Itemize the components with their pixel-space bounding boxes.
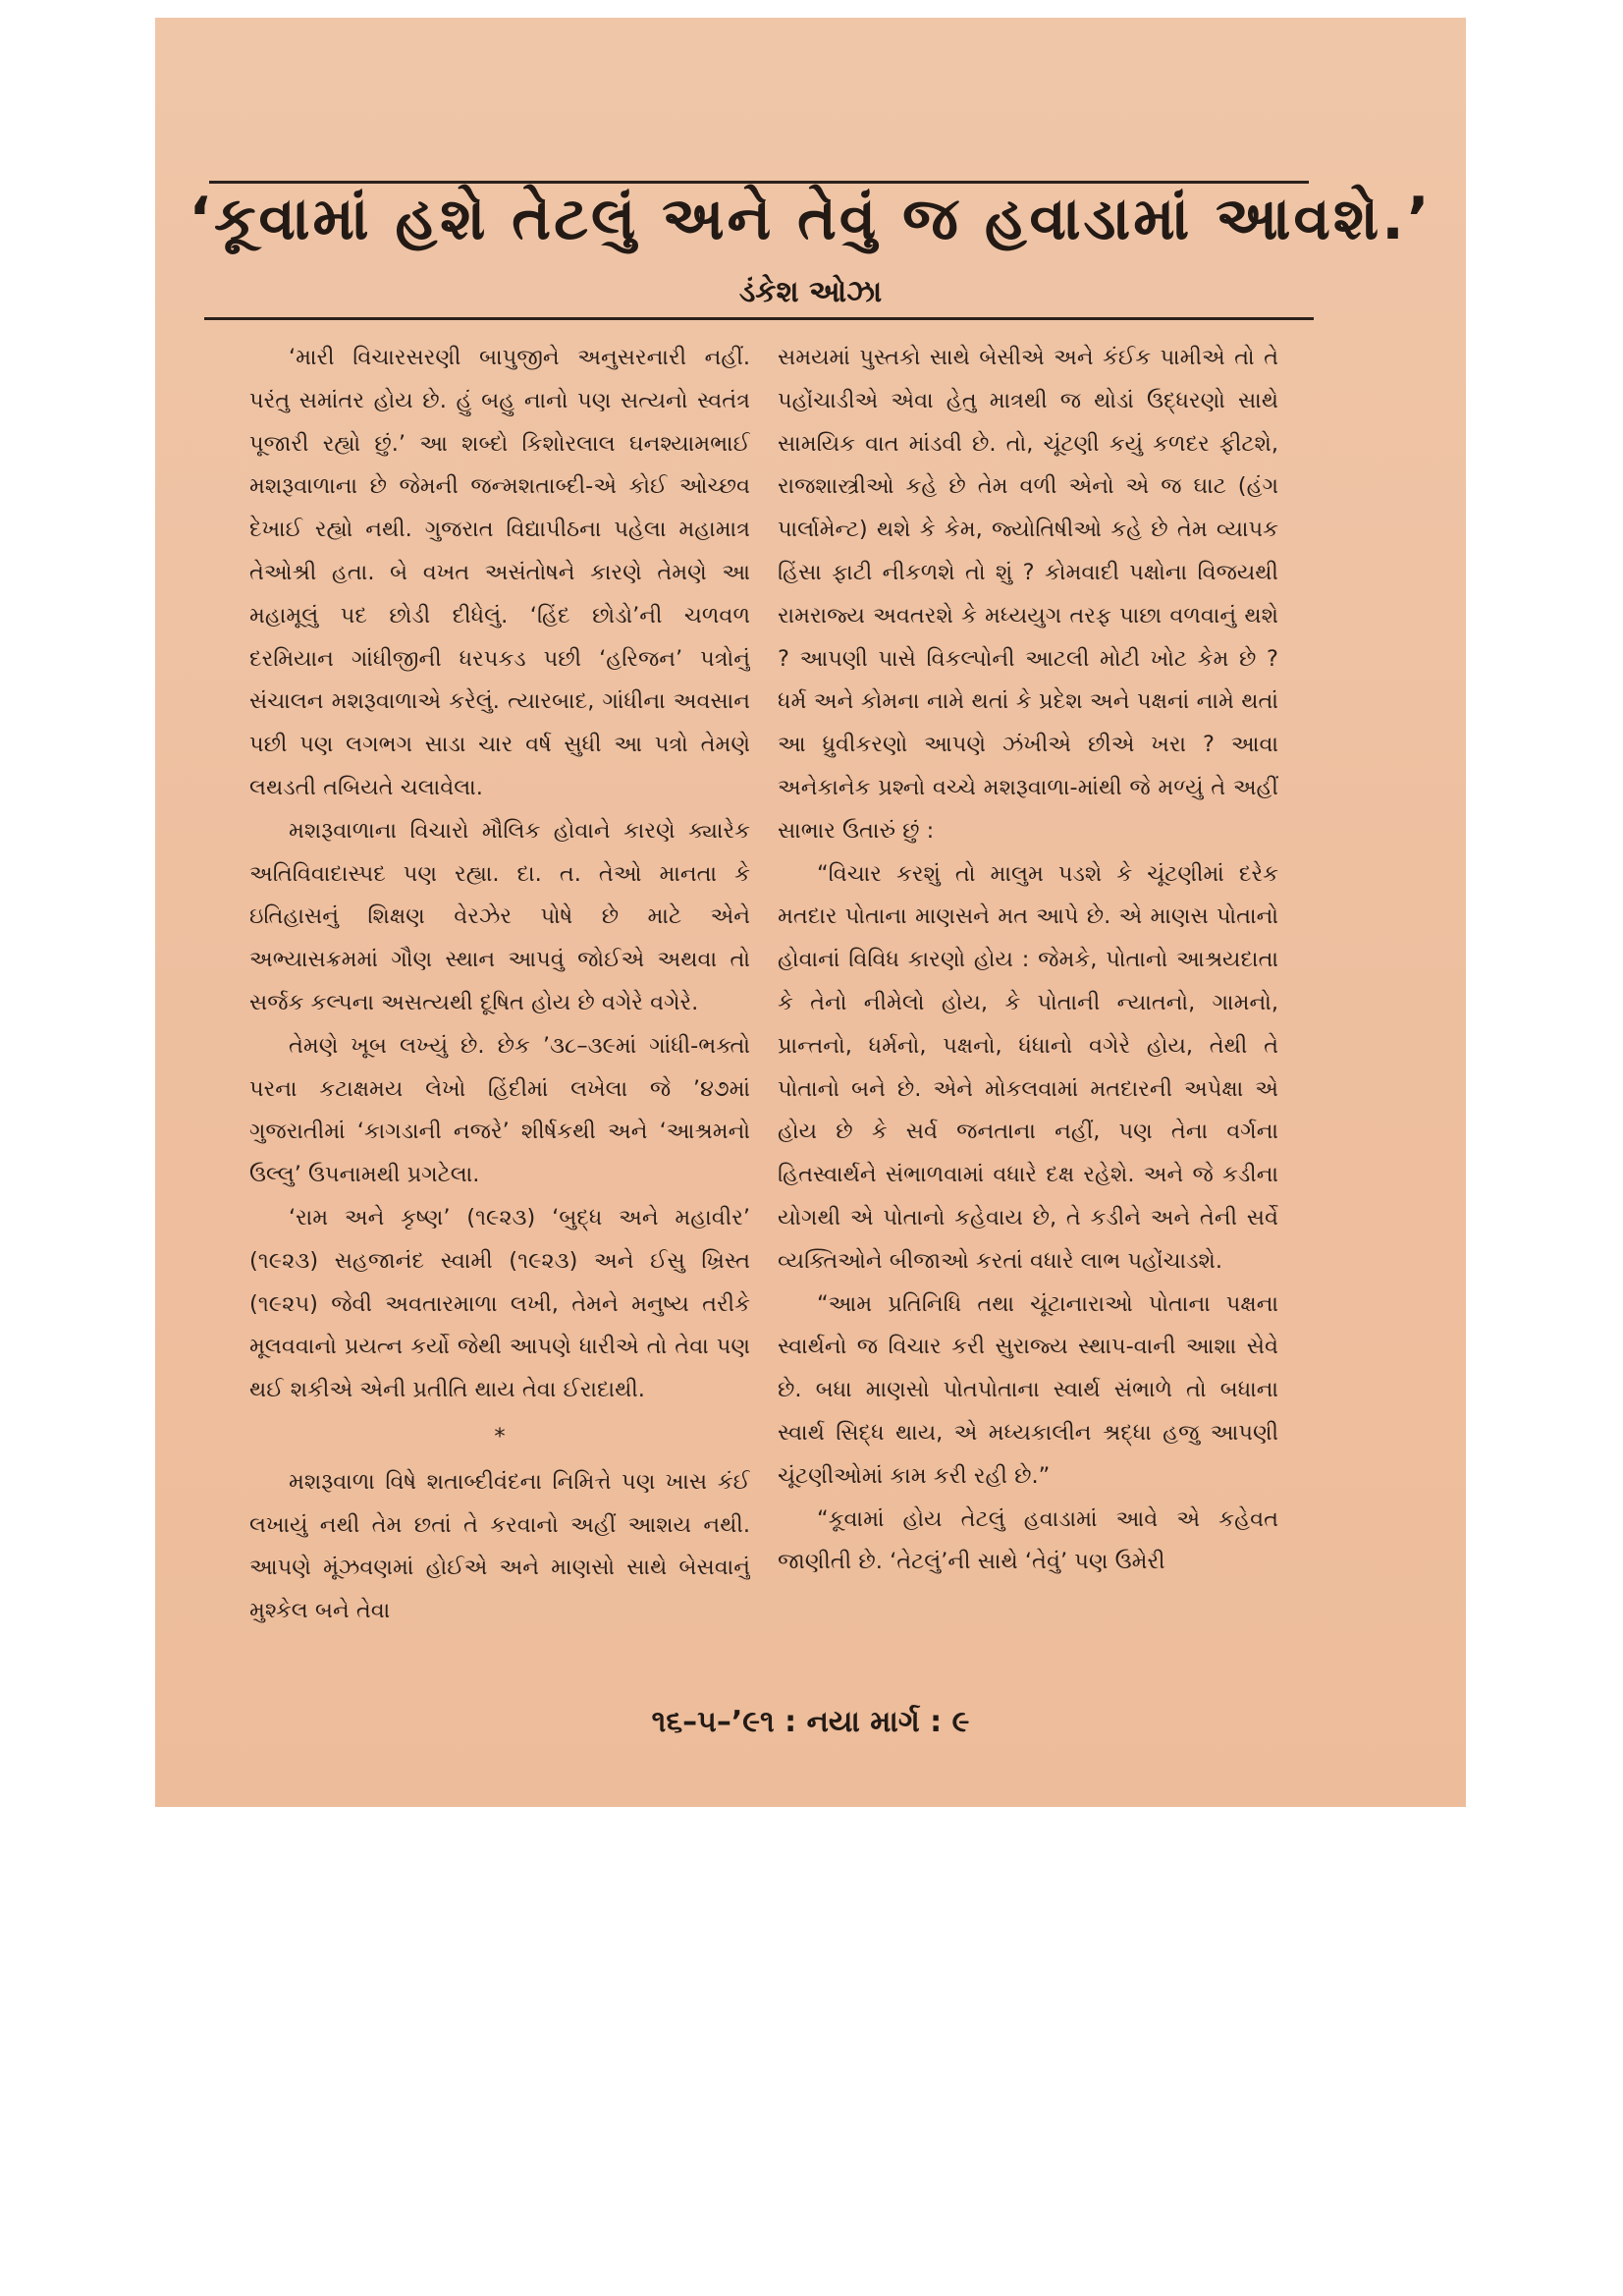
title-bottom-rule xyxy=(204,317,1314,320)
article-author: ડંકેશ ઓઝા xyxy=(738,275,883,309)
article-title: ‘કૂવામાં હશે તેટલું અને તેવું જ હવાડામાં આવશે.’ xyxy=(189,185,1433,253)
left-paragraph-5: મશરૂવાળા વિષે શતાબ્દીવંદના નિમિત્તે પણ ખાસ કંઈ લખાયું નથી તેમ છતાં તે કરવાનો અહીં આશય નથી. આપણે મૂંઝવણમાં હોઈએ અને માણસો સાથે બેસવાનું મુશ્કેલ બને તેવા xyxy=(249,1468,750,1624)
right-paragraph-2: “વિચાર કરશું તો માલુમ પડશે કે ચૂંટણીમાં દરેક મતદાર પોતાના માણસને મત આપે છે. એ માણસ પોતાનો હોવાનાં વિવિધ કારણો હોય : જેમકે, પોતાનો આશ્રયદાતા કે તેનો નીમેલો હોય, કે પોતાની ન્યાતનો, ગામનો, પ્રાન્તનો, ધર્મનો, પક્ષનો, ધંધાનો વગેરે હોય, તેથી તે પોતાનો બને છે. એને મોકલવામાં મતદારની અપેક્ષા એ હોય છે કે સર્વ જનતાના નહીં, પણ તેના વર્ગના હિતસ્વાર્થને સંભાળવામાં વધારે દક્ષ રહેશે. અને જે કડીના યોગથી એ પોતાનો કહેવાય છે, તે કડીને અને તેની સર્વે વ્યક્તિઓને બીજાઓ કરતાં વધારે લાભ પહોંચાડશે. xyxy=(778,860,1278,1274)
left-paragraph-4: ‘રામ અને કૃષ્ણ’ (૧૯૨૩) ‘બુદ્ધ અને મહાવીર’ (૧૯૨૩) સહજાનંદ સ્વામી (૧૯૨૩) અને ઈસુ ખ્રિસ્ત (૧૯૨૫) જેવી અવતારમાળા લખી, તેમને મનુષ્ય તરીકે મૂલવવાનો પ્રયત્ન કર્યો જેથી આપણે ધારીએ તો તેવા પણ થઈ શકીએ એની પ્રતીતિ થાય તેવા ઈરાદાથી. xyxy=(249,1204,750,1403)
right-paragraph-1: સમયમાં પુસ્તકો સાથે બેસીએ અને કંઈક પામીએ તો તે પહોંચાડીએ એવા હેતુ માત્રથી જ થોડાં ઉદ્ધરણો સાથે સામયિક વાત માંડવી છે. તો, ચૂંટણી કયું કળદર ફીટશે, રાજશાસ્ત્રીઓ કહે છે તેમ વળી એનો એ જ ઘાટ (હંગ પાર્લામેન્ટ) થશે કે કેમ, જ્યોતિષીઓ કહે છે તેમ વ્યાપક હિંસા ફાટી નીકળશે તો શું ? કોમવાદી પક્ષોના વિજયથી રામરાજ્ય અવતરશે કે મધ્યયુગ તરફ પાછા વળવાનું થશે ? આપણી પાસે વિકલ્પોની આટલી મોટી ખોટ કેમ છે ? ધર્મ અને કોમના નામે થતાં કે પ્રદેશ અને પક્ષનાં નામે થતાં આ ધ્રુવીકરણો આપણે ઝંખીએ છીએ ખરા ? આવા અનેકાનેક પ્રશ્નો વચ્ચે મશરૂવાળા-માંથી જે મળ્યું તે અહીં સાભાર ઉતારું છું : xyxy=(778,345,1278,844)
left-paragraph-3: તેમણે ખૂબ લખ્યું છે. છેક ’૩૮–૩૯માં ગાંધી-ભક્તો પરના કટાક્ષમય લેખો હિંદીમાં લખેલા જે ’૪૭માં ગુજરાતીમાં ‘કાગડાની નજરે’ શીર્ષકથી અને ‘આશ્રમનો ઉલ્લુ’ ઉપનામથી પ્રગટેલા. xyxy=(249,1032,750,1188)
left-paragraph-2: મશરૂવાળાના વિચારો મૌલિક હોવાને કારણે ક્યારેક અતિવિવાદાસ્પદ પણ રહ્યા. દા. ત. તેઓ માનતા કે ઇતિહાસનું શિક્ષણ વેરઝેર પોષે છે માટે એને અભ્યાસક્રમમાં ગૌણ સ્થાન આપવું જોઈએ અથવા તો સર્જક કલ્પના અસત્યથી દૂષિત હોય છે વગેરે વગેરે. xyxy=(249,817,750,1015)
section-separator: * xyxy=(494,1423,506,1449)
left-paragraph-1: ‘મારી વિચારસરણી બાપુજીને અનુસરનારી નહીં. પરંતુ સમાંતર હોય છે. હું બહુ નાનો પણ સત્યનો સ્વતંત્ર પૂજારી રહ્યો છું.’ આ શબ્દો કિશોરલાલ ઘનશ્યામભાઈ મશરૂવાળાના છે જેમની જન્મશતાબ્દી-એ કોઈ ઓચ્છવ દેખાઈ રહ્યો નથી. ગુજરાત વિદ્યાપીઠના પહેલા મહામાત્ર તેઓશ્રી હતા. બે વખત અસંતોષને કારણે તેમણે આ મહામૂલું પદ છોડી દીધેલું. ‘હિંદ છોડો’ની ચળવળ દરમિયાન ગાંધીજીની ધરપકડ પછી ‘હરિજન’ પત્રોનું સંચાલન મશરૂવાળાએ કરેલું. ત્યારબાદ, ગાંધીના અવસાન પછી પણ લગભગ સાડા ચાર વર્ષ સુધી આ પત્રો તેમણે લથડતી તબિયતે ચલાવેલા. xyxy=(249,345,750,800)
scanned-page xyxy=(155,18,1466,1807)
right-paragraph-4: “કૂવામાં હોય તેટલું હવાડામાં આવે એ કહેવત જાણીતી છે. ‘તેટલું’ની સાથે ‘તેવું’ પણ ઉમેરી xyxy=(778,1505,1278,1575)
page-footer: ૧૬–૫–’૯૧ : નયા માર્ગ : ૯ xyxy=(651,1705,970,1739)
left-column xyxy=(249,337,750,1677)
right-column xyxy=(778,337,1278,1677)
right-paragraph-3: “આમ પ્રતિનિધિ તથા ચૂંટાનારાઓ પોતાના પક્ષના સ્વાર્થનો જ વિચાર કરી સુરાજ્ય સ્થાપ-વાની આશા સેવે છે. બધા માણસો પોતપોતાના સ્વાર્થ સંભાળે તો બધાના સ્વાર્થ સિદ્ધ થાય, એ મધ્યકાલીન શ્રદ્ધા હજુ આપણી ચૂંટણીઓમાં કામ કરી રહી છે.” xyxy=(778,1290,1278,1489)
